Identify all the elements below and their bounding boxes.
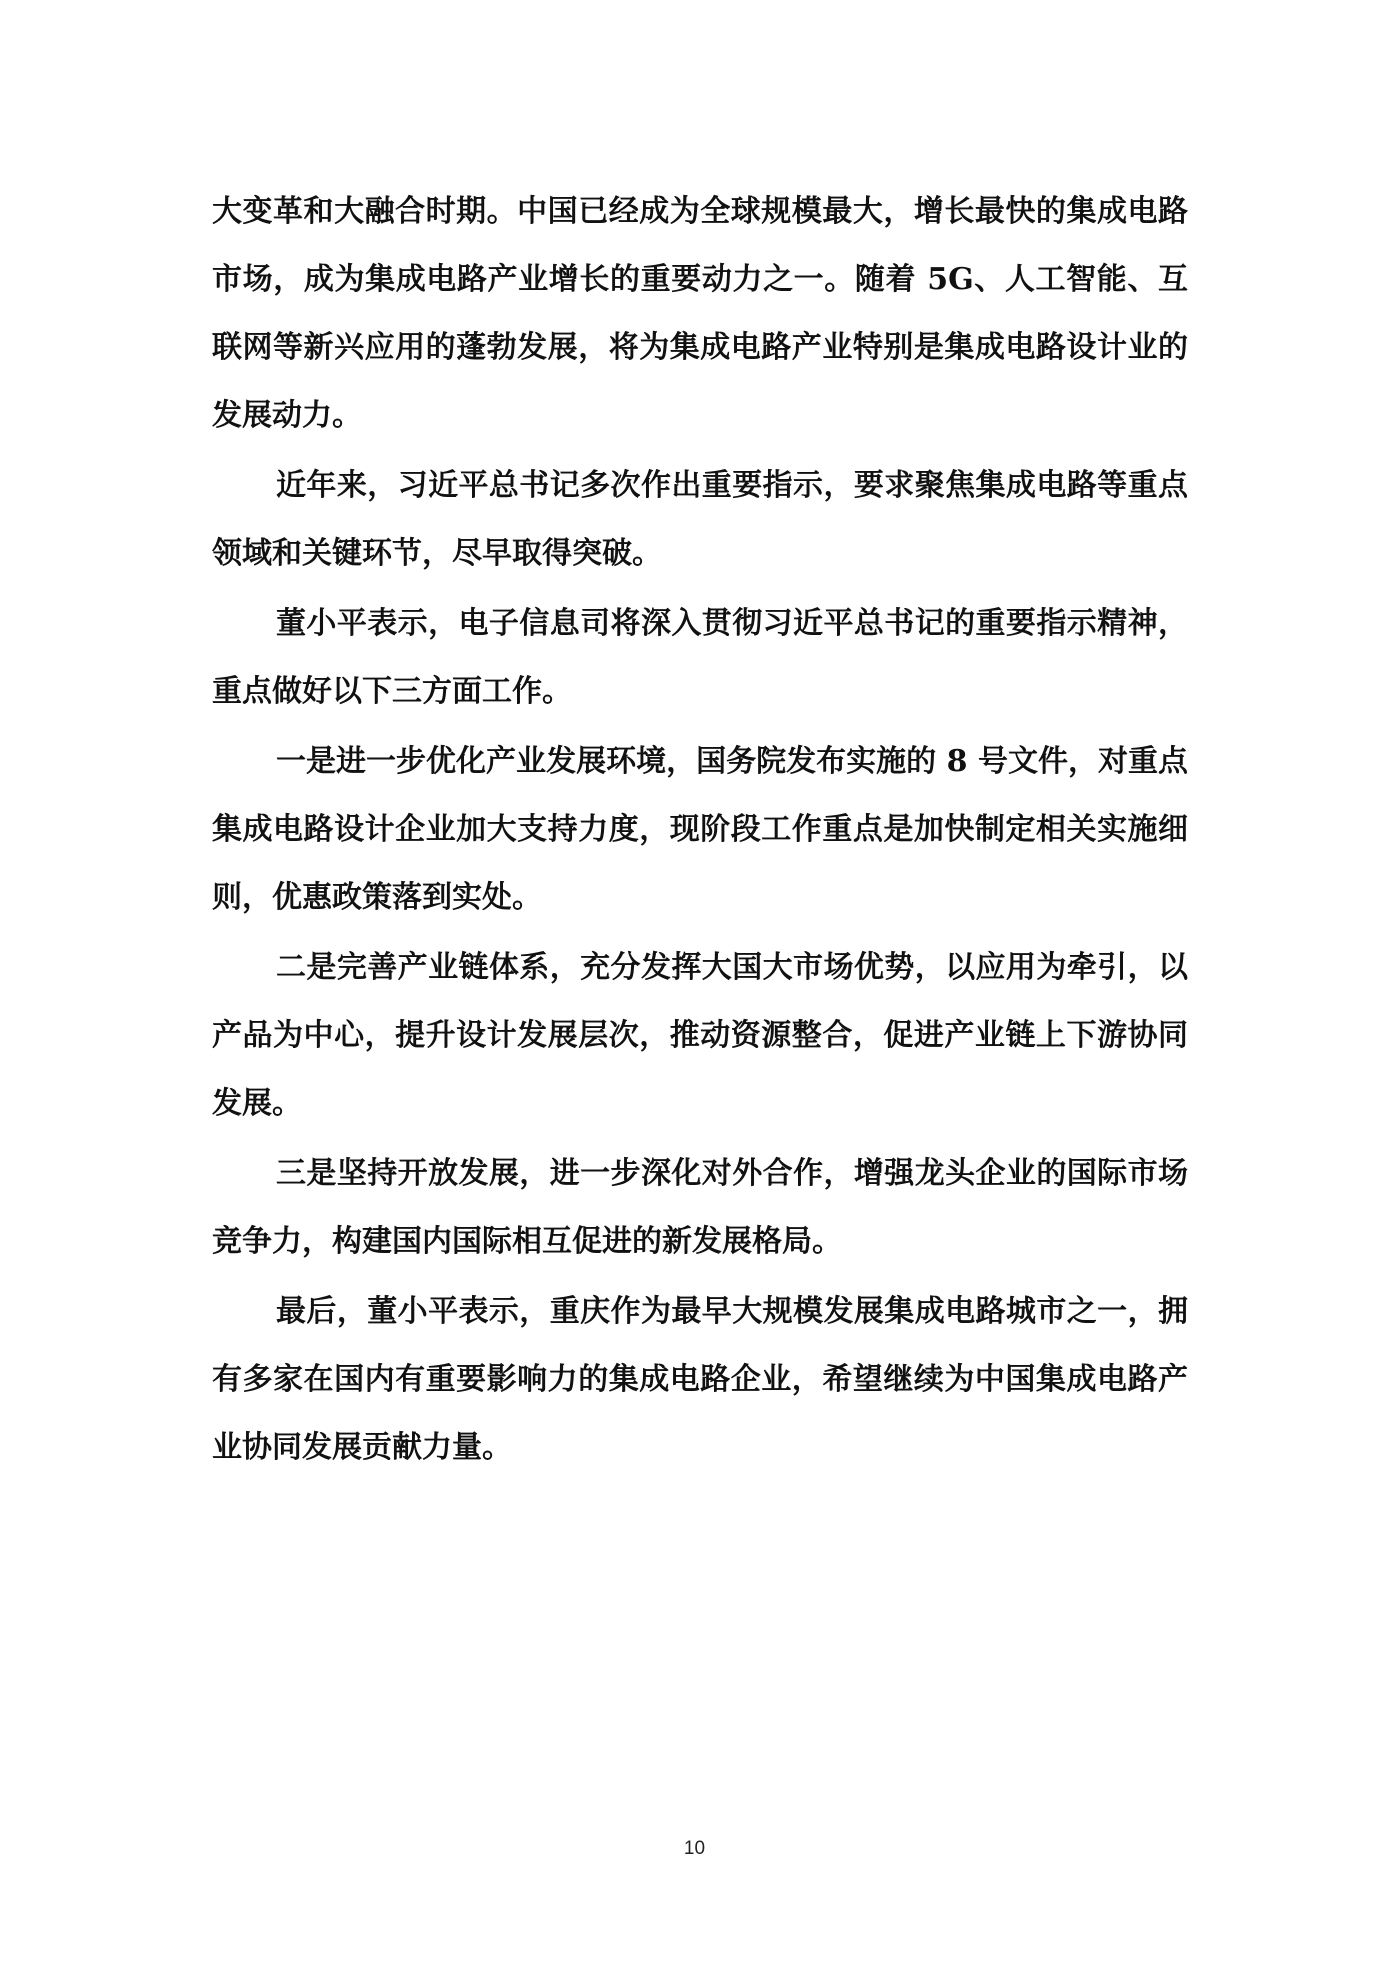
paragraph-task-two: 二是完善产业链体系，充分发挥大国大市场优势，以应用为牵引，以产品为中心，提升设计发展层次，推动资源整合，促进产业链上下游协同发展。 xyxy=(212,950,1188,1121)
paragraph-task-one: 一是进一步优化产业发展环境，国务院发布实施的 8 号文件，对重点集成电路设计企业加大支持力度，现阶段工作重点是加快制定相关实施细则，优惠政策落到实处。 xyxy=(212,744,1188,915)
page-number: 10 xyxy=(683,1838,706,1859)
paragraph-task-three: 三是坚持开放发展，进一步深化对外合作，增强龙头企业的国际市场竞争力，构建国内国际相互促进的新发展格局。 xyxy=(212,1156,1188,1259)
body-text xyxy=(212,178,1188,1484)
paragraph-continuation: 大变革和大融合时期。中国已经成为全球规模最大，增长最快的集成电路市场，成为集成电路产业增长的重要动力之一。随着 5G、人工智能、互联网等新兴应用的蓬勃发展，将为集成电路产业特别是集成电路设计业的发展动力。 xyxy=(212,194,1189,433)
paragraph-closing: 最后，董小平表示，重庆作为最早大规模发展集成电路城市之一，拥有多家在国内有重要影响力的集成电路企业，希望继续为中国集成电路产业协同发展贡献力量。 xyxy=(212,1294,1188,1465)
paragraph-instructions: 近年来，习近平总书记多次作出重要指示，要求聚焦集成电路等重点领域和关键环节，尽早取得突破。 xyxy=(212,468,1188,571)
paragraph-three-tasks: 董小平表示，电子信息司将深入贯彻习近平总书记的重要指示精神，重点做好以下三方面工作。 xyxy=(212,606,1188,709)
